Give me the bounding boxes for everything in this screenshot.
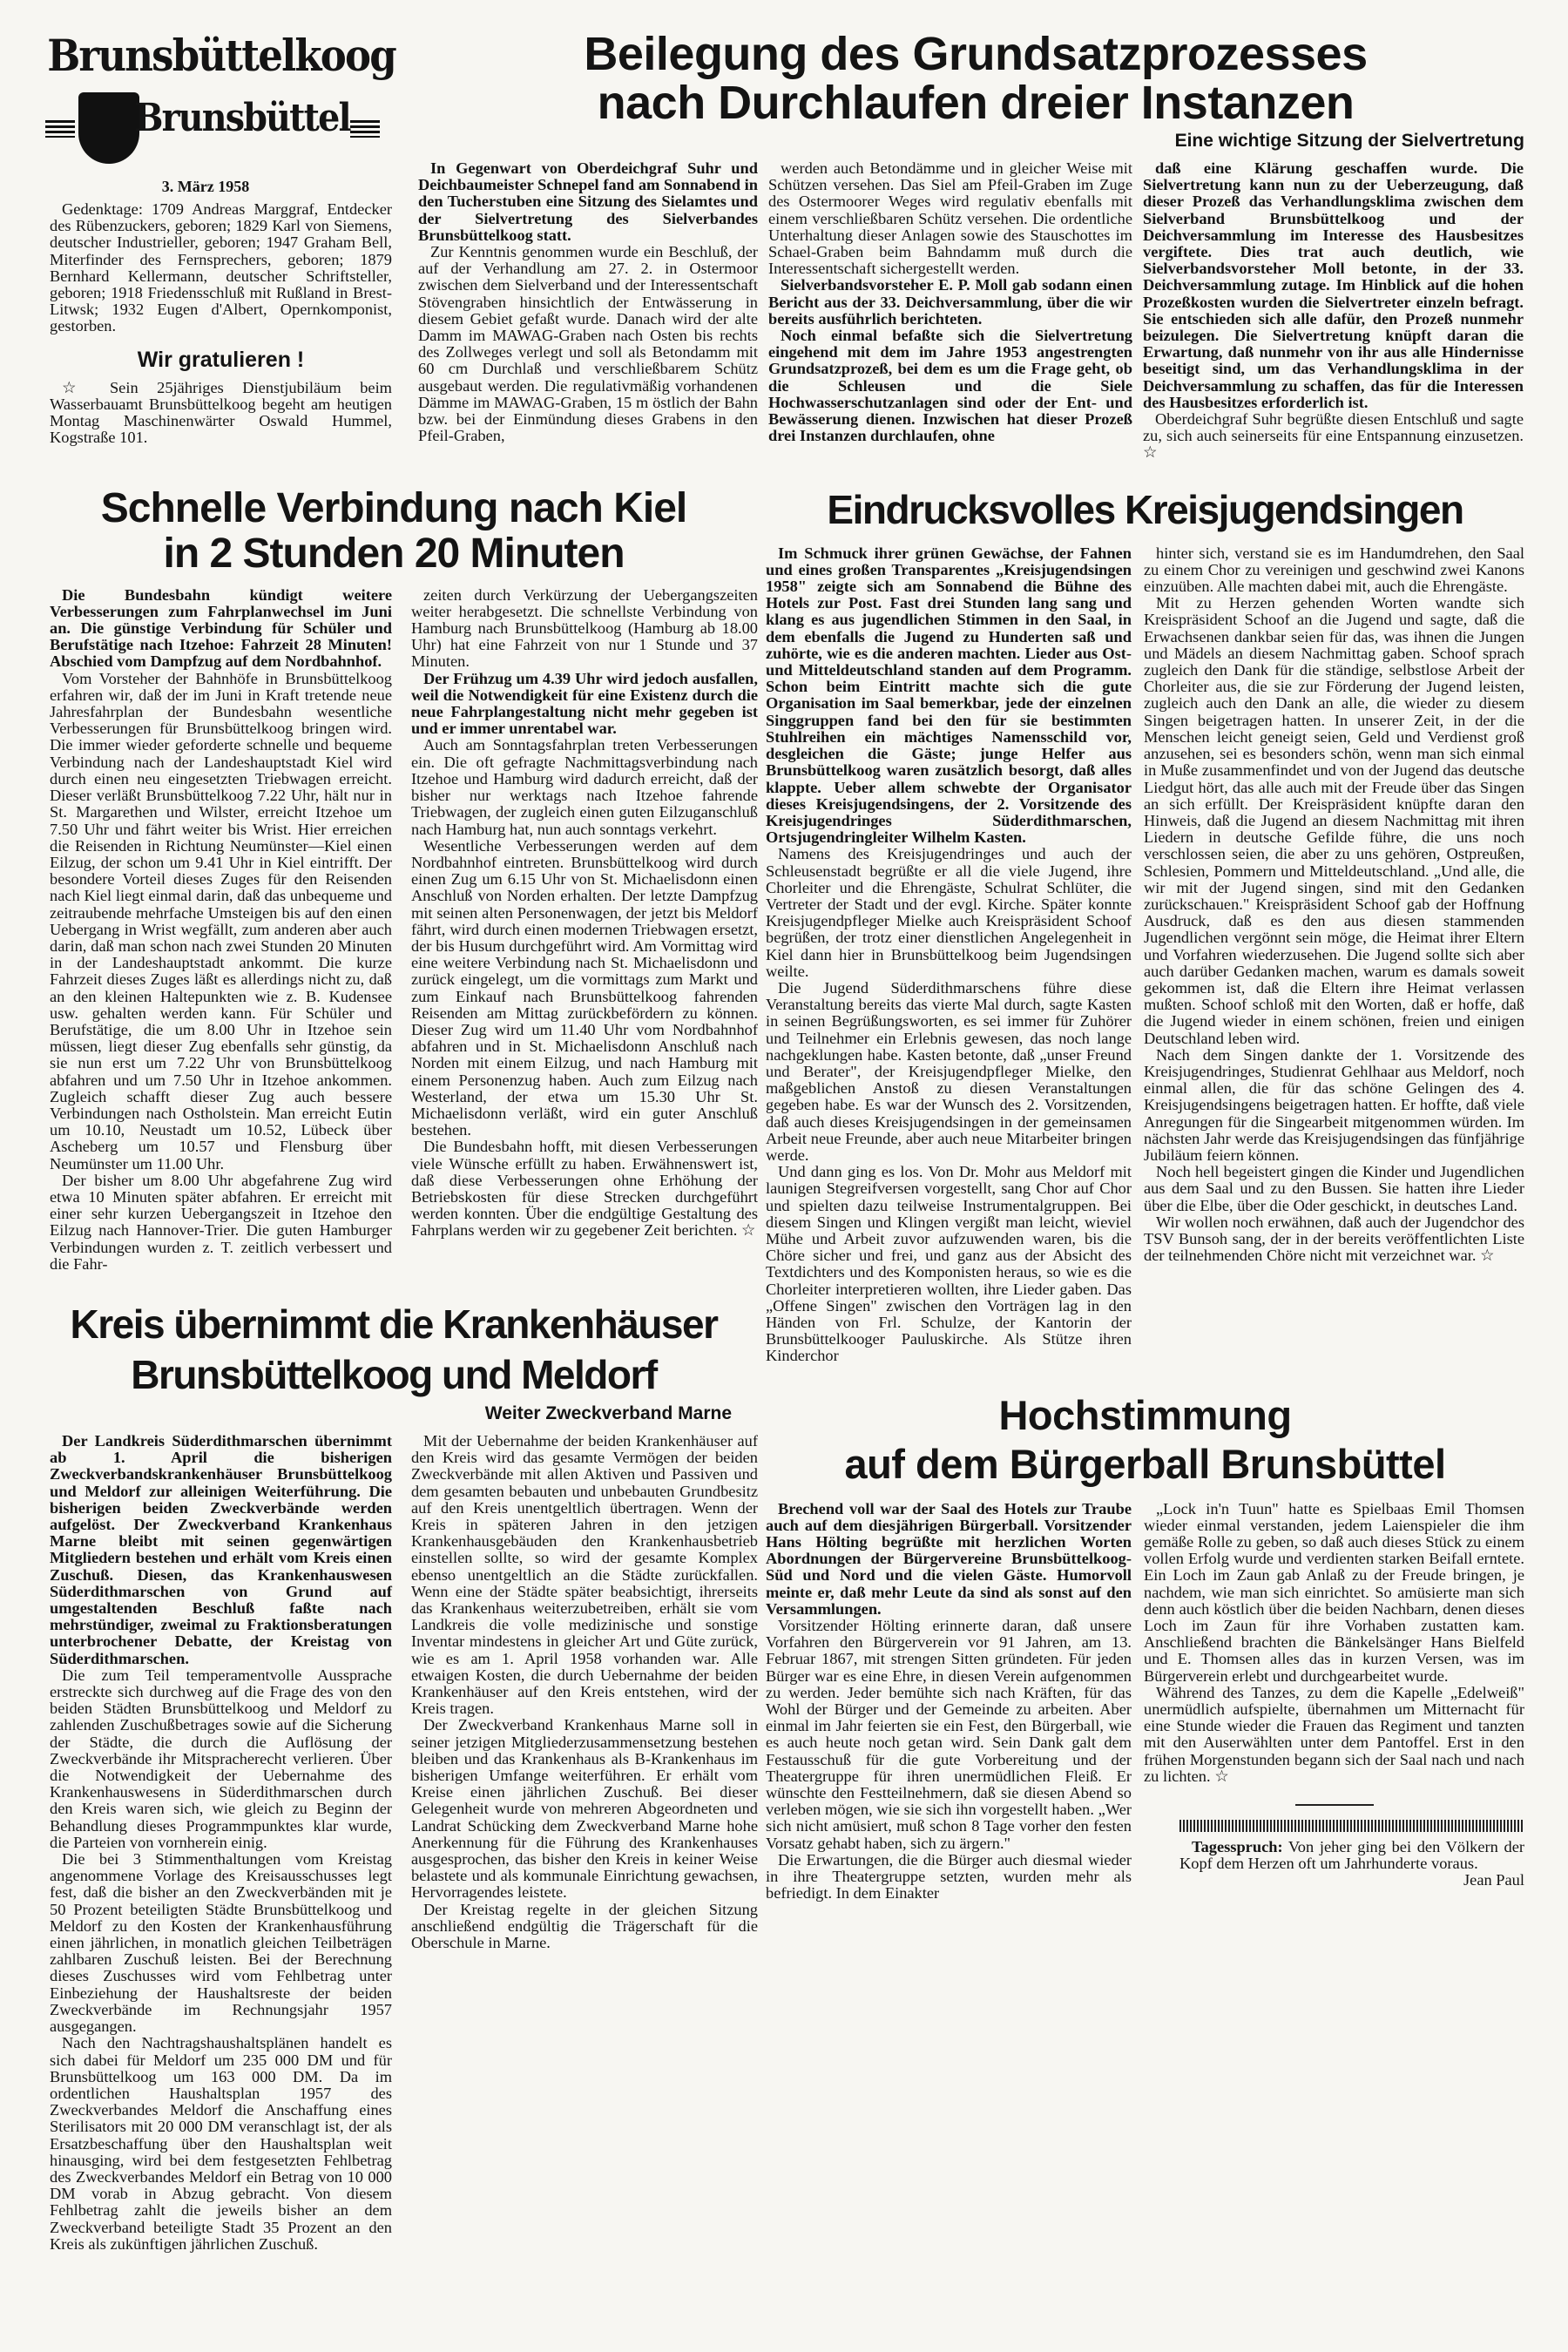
- issue-date: 3. März 1958: [161, 178, 250, 195]
- divider: [1295, 1804, 1374, 1806]
- paragraph: Zur Kenntnis genommen wurde ein Beschluß, der auf der Verhandlung am 27. 2. in Ostermoor zwischen dem Sielverband und der Interessentschaft Stövengraben hinsichtlich der Entwässerung in diesem Gebiet gefaßt wurde. Danach wird der alte Damm im MAWAG-Graben nach Osten bis rechts des Zollweges verlegt und soll als Betondamm mit 60 cm Durchlaß und verschließbarem Schütz ausgebaut werden. Die regulativmäßig vorhandenen Dämme im MAWAG-Graben, 15 m östlich der Bahn bzw. bei der Einmündung dieses Grabens in den Pfeil-Graben,: [418, 243, 758, 445]
- headline-line: Brunsbüttelkoog und Meldorf: [131, 1351, 657, 1397]
- paragraph: Auch am Sonntagsfahrplan treten Verbesserungen ein. Die oft gefragte Nachmittagsverbindung nach Itzehoe und Hamburg wird dadurch erreicht, daß der bisher nur werktags nach Itzehoe fahrende Triebwagen, der zugleich einen guten Eilzuganschluß nach Hamburg hat, nun auch sonntags verkehrt.: [411, 736, 758, 838]
- headline-line: Eindrucksvolles Kreisjugendsingen: [827, 486, 1463, 532]
- tagesspruch-label: Tagesspruch:: [1192, 1838, 1283, 1856]
- paragraph: Gedenktage: 1709 Andreas Marggraf, Entdecker des Rübenzuckers, geboren; 1829 Karl von Siemens, deutscher Industrieller, geboren; 1947 Graham Bell, Miterfinder des Fernsprechers, geboren; 1879 Bernhard Kellermann, deutscher Schriftsteller, geboren; 1918 Friedensschluß mit Rußland in Brest-Litwsk; 1932 Eugen d'Albert, Opernkomponist, gestorben.: [50, 200, 392, 335]
- masthead-line1: Brunsbüttelkoog: [47, 30, 395, 81]
- article-column: [1144, 1501, 1524, 1785]
- gratulieren-heading: Wir gratulieren !: [137, 347, 305, 372]
- headline-line: Schnelle Verbindung nach Kiel: [100, 484, 687, 531]
- paragraph: ☆ Sein 25jähriges Dienstjubiläum beim Wasserbauamt Brunsbüttelkoog begeht am heutigen Montag Maschinenwärter Oswald Hummel, Kogstraße 101.: [50, 378, 392, 447]
- paragraph: Die Jugend Süderdithmarschens führe diese Veranstaltung bereits das vierte Mal durch, sagte Kasten in seinen Begrüßungsworten, es sei immer für Zuhörer und Teilnehmer ein Erlebnis gewesen, das noch lange nachgeklungen habe. Kasten betonte, daß „unser Freund und Berater", der Kreisjugendpfleger Mielke, den maßgeblichen Anstoß zu diesen Veranstaltungen gegeben habe. Es war der Wunsch des 2. Vorsitzenden, daß auch dieses Kreisjugendsingen in der gemeinsamen Arbeit neue Freunde, aber auch neue Mitarbeiter bringen werde.: [766, 978, 1132, 1164]
- tagesspruch: [1179, 1839, 1524, 1889]
- paragraph: „Lock in'n Tuun" hatte es Spielbaas Emil Thomsen wieder einmal verstanden, jedem Laienspieler die ihm gemäße Rolle zu geben, so daß auch dieses Stück zu einem vollen Erfolg wurde und verdienten starken Beifall erntete. Ein Loch im Zaun gab Anlaß zu der Freude bringen, je nachdem, wie man sich einrichtet. So amüsierte man sich denn auch köstlich über die beiden Nachbarn, denen dieses Loch im Zaun für ihre Vorhaben zustatten kam. Anschließend brachten die Bänkelsänger Hans Bielfeld und E. Thomsen alles das in kurzen Versen, was im Bürgerverein erlebt und durchgearbeitet wurde.: [1144, 1499, 1524, 1685]
- headline-line: Beilegung des Grundsatzprozesses: [584, 28, 1368, 80]
- paragraph: werden auch Betondämme und in gleicher Weise mit Schützen versehen. Das Siel am Pfeil-Graben im Zuge des Ostermoorer Weges wird regulativ ebenfalls mit einem verschließbaren Schütz versehen. Die ordentliche Unterhaltung dieser Anlagen sowie des Stauschottes im Schael-Graben beim Bahndamm muß durch die Interessentschaft sichergestellt werden.: [768, 159, 1132, 278]
- tagesspruch-text: Von jeher ging bei den Völkern der Kopf dem Herzen oft um Jahrhunderte voraus.: [1179, 1838, 1524, 1873]
- headline-krankenhaeuser: [30, 1299, 758, 1400]
- headline-grundsatzprozess: [418, 30, 1533, 127]
- ribbon-left-icon: [45, 120, 75, 138]
- article-column: [411, 1433, 758, 1951]
- paragraph: Mit der Uebernahme der beiden Krankenhäuser auf den Kreis wird das gesamte Vermögen der beiden Zweckverbände mit allen Aktiven und Passiven und dem gesamten bebauten und unbebauten Grundbesitz auf den Kreis unentgeltlich übertragen. Wenn der Kreis in späteren Jahren in den jetzigen Krankenhausgebäuden den Krankenhausbetrieb einstellen sollte, so wird der gesamte Komplex ebenso unentgeltlich an die Städte zurückfallen. Wenn eine der Städte später beabsichtigt, ihrerseits das Krankenhaus weiterzubetreiben, erhält sie vom Landkreis die volle medizinische und sonstige Inventar mindestens in gleicher Art und Güte zurück, wie es am 1. April 1958 vorhanden war. Alle etwaigen Kosten, die durch Uebernahme der beiden Krankenhäuser auf den Kreis entstehen, wird der Kreis tragen.: [411, 1431, 758, 1718]
- article-column: [766, 1501, 1132, 1903]
- article-kreisjugendsingen: [766, 486, 1524, 1365]
- paragraph: Die zum Teil temperamentvolle Aussprache erstreckte sich durchweg auf die Frage des von den beiden Städten Brunsbüttelkoog und Meldorf zu zahlenden Zuschußbetrages sowie auf die Sicherung der Städte, die durch die Auflösung der Zweckverbände ihr Mitspracherecht verlieren. Über die Notwendigkeit der Uebernahme des Krankenhauswesens in Süderdithmarschen durch den Kreis waren sich, wie gleich zu Beginn der Behandlung dieses Programmpunktes klar wurde, die Parteien von vornherein einig.: [50, 1666, 392, 1851]
- article-column: [50, 587, 392, 1273]
- headline-line: Kreis übernimmt die Krankenhäuser: [70, 1301, 718, 1347]
- article-column: [1143, 160, 1524, 462]
- paragraph: Mit zu Herzen gehenden Worten wandte sich Kreispräsident Schoof an die Jugend und sagte, daß die Erwachsenen dankbar seien für das, was ihnen die Jungen und Mädels an diesem Nachmittag gaben. Schoof sprach zugleich den Dank für die ständige, selbstlose Arbeit der Chorleiter aus, die sie zur Förderung der Jugend leisten, zugleich auch den Dank an alle, die wieder zu diesem Singen beigetragen hatten. In unserer Zeit, in der die Menschen leicht geneigt seien, Geld und Verdienst groß anzusehen, sei es besonders schön, wenn man sich einmal in Muße zusammenfindet und von der Jugend das deutsche Liedgut hört, das alle auch mit der Freude über das Singen an sich erfüllt. Der Kreispräsident knüpfte daran den Hinweis, daß die Jugend an diesem Nachmittag mit ihren Liedern in deutsche Gefilde führe, die uns noch verschlossen seien, die aber zu uns gehören, Ostpreußen, Schlesien, Pommern und Mitteldeutschland. „Und alle, die wir mit der Jugend singen, sind mit den Gedanken zurückschauen." Kreispräsident Schoof gab der Hoffnung Ausdruck, daß es den aus diesen stammenden Jugendlichen vergönnt sein möge, die Heimat ihrer Eltern und Vorfahren wiederzusehen. Die Jugend sollte sich aber auch darüber Gedanken machen, warum es damals soweit gekommen ist, daß die Eltern ihre Heimat verlassen mußten. Schoof schloß mit den Worten, daß er hoffe, daß die Jugend wieder in einem schönen, freien und einigen Deutschland leben wird.: [1144, 594, 1524, 1047]
- article-column-with-tagesspruch: [1144, 1501, 1524, 1889]
- subtitle-zweckverband-marne: Weiter Zweckverband Marne: [484, 1402, 732, 1423]
- paragraph: Die Erwartungen, die die Bürger auch diesmal wieder in ihre Theatergruppe setzten, wurden mehr als befriedigt. In dem Einakter: [766, 1850, 1132, 1903]
- paragraph: Wir wollen noch erwähnen, daß auch der Jugendchor des TSV Bunsoh sang, der in der bereits veröffentlichten Liste der teilnehmenden Chöre nicht mit verzeichnet war. ☆: [1144, 1213, 1524, 1265]
- paragraph: Und dann ging es los. Von Dr. Mohr aus Meldorf mit launigen Stegreifversen vorgestellt, sang Chor auf Chor und spielten dazu teilweise Instrumentalgruppen. Bei diesem Singen und Klingen vergißt man leicht, wieviel Mühe und Arbeit zuvor aufzuwenden waren, bis die Chöre sicher und frei, und ganz aus der Absicht des Textdichters und des Komponisten heraus, so wie es die Chorleiter interpretieren wollten, ihre Lieder gaben. Das „Offene Singen" zwischen den Vorträgen lag in den Händen von Frl. Schulze, der Kantorin der Brunsbüttelkooger Pauluskirche. Als Stütze ihren Kinderchor: [766, 1163, 1132, 1365]
- paragraph: Der bisher um 8.00 Uhr abgefahrene Zug wird etwa 10 Minuten später abfahren. Er erreicht mit einer sehr kurzen Uebergangszeit in Itzehoe den Eilzug nach Hannover-Trier. Die guten Hamburger Verbindungen wurden z. T. zeitlich verbessert und die Fahr-: [50, 1171, 392, 1273]
- paragraph: Der Landkreis Süderdithmarschen übernimmt ab 1. April die bisherigen Zweckverbandskrankenhäuser Brunsbüttelkoog und Meldorf zur alleinigen Weiterführung. Die bisherigen beiden Zweckverbände werden aufgelöst. Der Zweckverband Krankenhaus Marne bleibt mit seinen gegenwärtigen Mitgliedern bestehen und erhält vom Kreis einen Zuschuß. Diesen, das Krankenhauswesen Süderdithmarschen von Grund auf umgestaltenden Beschluß faßte nach mehrstündiger, zweimal zu Fraktionsberatungen unterbrochener Debatte, der Kreistag von Süderdithmarschen.: [50, 1431, 392, 1667]
- subtitle-sielvertretung: Eine wichtige Sitzung der Sielvertretung: [1174, 131, 1524, 151]
- headline-line: auf dem Bürgerball Brunsbüttel: [844, 1440, 1446, 1487]
- paragraph: Während des Tanzes, zu dem die Kapelle „Edelweiß" unermüdlich aufspielte, übernahmen um Mitternacht für eine Stunde wieder die Frauen das Regiment und tanzten mit den Auserwählten unter dem Pantoffel. Erst in den frühen Morgenstunden begann sich der Saal nach und nach zu lichten. ☆: [1144, 1683, 1524, 1785]
- paragraph: Noch hell begeistert gingen die Kinder und Jugendlichen aus dem Saal und zu den Bussen. Sie hatten ihre Lieder über die Elbe, über die Oder geschickt, in deutsches Land.: [1144, 1163, 1524, 1214]
- paragraph: Oberdeichgraf Suhr begrüßte diesen Entschluß und sagte zu, sich auch seinerseits für eine Entspannung einzusetzen. ☆: [1143, 410, 1524, 462]
- sidebar: [30, 30, 395, 447]
- paragraph: Der Kreistag regelte in der gleichen Sitzung anschließend endgültig die Trägerschaft für die Oberschule in Marne.: [411, 1900, 758, 1952]
- paragraph: Die Bundesbahn hofft, mit diesen Verbesserungen viele Wünsche erfüllt zu haben. Erwähnenswert ist, daß diese Verbesserungen ohne Erhöhung der Betriebskosten für diese Strecken durchgeführt werden konnten. Über die endgültige Gestaltung des Fahrplans werden wir zu gegebener Zeit berichten. ☆: [411, 1138, 758, 1240]
- headline-line: nach Durchlaufen dreier Instanzen: [597, 77, 1355, 129]
- article-column: [411, 587, 758, 1240]
- paragraph: Sielverbandsvorsteher E. P. Moll gab sodann einen Bericht aus der 33. Deichversammlung, über die wir bereits ausführlich berichteten.: [768, 276, 1132, 328]
- paragraph: Der Zweckverband Krankenhaus Marne soll in seiner jetzigen Mitgliederzusammensetzung bestehen bleiben und das Krankenhaus als B-Krankenhaus im bisherigen Umfange weiterführen. Er erhält vom Kreise einen jährlichen Zuschuß. Bei dieser Gelegenheit wurde von mehreren Abgeordneten und Landrat Schücking dem Zweckverband Marne hohe Anerkennung für die Führung des Krankenhauses ausgesprochen, das bisher den Kreis in keiner Weise belastete und als kommunale Einrichtung gewachsen, Hervorragendes leistete.: [411, 1716, 758, 1902]
- article-column: [766, 545, 1132, 1365]
- left-block: [30, 486, 758, 2253]
- ribbon-right-icon: [350, 120, 380, 138]
- article-grundsatzprozess: [418, 30, 1533, 462]
- gratulieren-text: [50, 380, 392, 447]
- headline-line: in 2 Stunden 20 Minuten: [163, 530, 625, 577]
- paragraph: Im Schmuck ihrer grünen Gewächse, der Fahnen und eines großen Transparentes „Kreisjugendsingen 1958" zeigte sich am Sonnabend die Bühne des Hotels zur Post. Fast drei Stunden lang sang und klang es aus jugendlichen Stimmen in den Saal, in dem ebenfalls die Jugend zu Hunderten saß und zuhörte, wie es die anderen machten. Lieder aus Ost- und Mitteldeutschland standen auf dem Programm. Schon beim Eintritt machte sich die gute Organisation im Saal bemerkbar, jede der einzelnen Singgruppen fand bei den für sie bestimmten Stuhlreihen ein mächtiges Namensschild vor, desgleichen die Gäste; junge Helfer aus Brunsbüttelkoog waren zusätzlich besorgt, daß alles klappte. Ueber allem schwebte der Organisator dieses Kreisjugendsingens, der 2. Vorsitzende des Kreisjugendringes Süderdithmarschen, Ortsjugendringleiter Wilhelm Kasten.: [766, 544, 1132, 847]
- article-buergerball: [766, 1391, 1524, 1903]
- paragraph: hinter sich, verstand sie es im Handumdrehen, den Saal zu einem Chor zu vereinigen und geschwind zwei Kanons einzuüben. Alle machten dabei mit, auch die Ehrengäste.: [1144, 544, 1524, 596]
- article-column: [768, 160, 1132, 444]
- tagesspruch-author: Jean Paul: [1463, 1871, 1524, 1889]
- masthead-logo: [30, 30, 395, 169]
- headline-kreisjugendsingen: [766, 486, 1524, 533]
- article-column: [1144, 545, 1524, 1265]
- paragraph: daß eine Klärung geschaffen wurde. Die Sielvertretung kann nun zu der Ueberzeugung, daß dieser Prozeß das Verhandlungsklima zwischen dem Sielverband Brunsbüttelkoog und der Deichversammlung im Interesse des Hausbesitzes vergiftete. Dies trat auch deutlich, wie Sielverbandsvorsteher Moll betonte, in der 33. Deichversammlung zutage. Im Hinblick auf die hohen Prozeßkosten wurden die Sielvertreter einzeln befragt. Sie entschieden sich alle dafür, den Prozeß nunmehr beizulegen. Die Sielvertretung knüpft daran die Erwartung, daß nunmehr von ihr aus alle Hindernisse beseitigt sind, um das Verhandlungsklima in der Deichversammlung zu schaffen, das für die Interessen des Hausbesitzes erforderlich ist.: [1143, 159, 1524, 411]
- masthead-line2: Brunsbüttel: [134, 96, 350, 140]
- paragraph: Namens des Kreisjugendringes und auch der Schleusenstadt begrüßte er all die viele Jugend, ihre Chorleiter und die Ehrengäste, Schulrat Schlüter, die Vertreter der Stadt und der evgl. Kirche. Später konnte Kreisjugendpfleger Mielke auch Kreispräsident Schoof begrüßen, der trotz einer dienstlichen Angelegenheit in Kiel dann hier in Brunsbüttelkoog beim Jugendsingen weilte.: [766, 845, 1132, 980]
- right-block: [766, 486, 1524, 1903]
- gedenktage: [50, 201, 392, 335]
- headline-verbindung-kiel: [30, 486, 758, 577]
- paragraph: Nach dem Singen dankte der 1. Vorsitzende des Kreisjugendringes, Studienrat Gehlhaar aus Meldorf, noch einmal allen, die für das schöne Gelingen des 4. Kreisjugendsingens beigetragen hatten. Er hoffte, daß viele Anregungen für die Singearbeit mitgenommen würden. Im nächsten Jahr werde das Kreisjugendsingen das fünfjährige Jubiläum feiern können.: [1144, 1045, 1524, 1164]
- paragraph: Vorsitzender Hölting erinnerte daran, daß unsere Vorfahren den Bürgerverein vor 91 Jahren, am 13. Februar 1867, mit strengen Sitten gründeten. Für jeden Bürger war es eine Ehre, in diesen Verein aufgenommen zu werden. Jeder bemühte sich nach Kräften, für das Wohl der Bürger und der Gemeinde zu arbeiten. Aber einmal im Jahr feierten sie ein Fest, den Bürgerball, wie es auch heute noch getan wird. Sein Dank galt dem Festausschuß für die gute Vorbereitung und der Theatergruppe für ihren unermüdlichen Fleiß. Er wünschte den Festteilnehmern, daß sie diesen Abend so verleben mögen, wie sie sich ihn vorgestellt haben. „Wer sich nicht amüsiert, muß schon 8 Tage vorher den festen Vorsatz gehabt haben, sich zu ärgern.": [766, 1617, 1132, 1852]
- article-column: [50, 1433, 392, 2253]
- paragraph: Vom Vorsteher der Bahnhöfe in Brunsbüttelkoog erfahren wir, daß der im Juni in Kraft tretende neue Jahresfahrplan der Bundesbahn wesentliche Verbesserungen für Brunsbüttelkoog bringen wird. Die immer wieder geforderte schnelle und bequeme Verbindung nach der Landeshauptstadt Kiel wird durch einen neu eingesetzten Triebwagen erreicht. Dieser verläßt Brunsbüttelkoog 7.22 Uhr, hält nur in St. Margarethen und Wilster, erreicht Itzehoe um 7.50 Uhr und fährt weiter bis Wrist. Hier erreichen die Reisenden in Richtung Neumünster—Kiel einen Eilzug, der schon um 9.41 Uhr in Kiel eintrifft. Der besondere Vorteil dieses Zuges für den Reisenden nach Kiel liegt einmal darin, daß das unbequeme und zeitraubende mehrfache Umsteigen bis auf den einen Uebergang in Wrist wegfällt, zum anderen aber auch darin, daß man schon nach zwei Stunden 20 Minuten in der Landeshauptstadt ankommt. Die kurze Fahrzeit dieses Zuges läßt es allerdings nicht zu, daß an den kleinen Haltepunkten wie z. B. Kudensee usw. gehalten werden kann. Für Schüler und Berufstätige, die um 8.00 Uhr in Itzehoe sein müssen, liegt dieser Zug ebenfalls sehr günstig, da sie nun erst um 7.22 Uhr von Brunsbüttelkoog abfahren und um 7.50 Uhr in Itzehoe ankommen. Zugleich schafft dieser Zug auch bessere Verbindungen nach Ostholstein. Man erreicht Eutin um 10.10, Neustadt um 10.52, Lübeck über Ascheberg um 10.57 und Flensburg über Neumünster um 11.00 Uhr.: [50, 669, 392, 1173]
- paragraph: Der Frühzug um 4.39 Uhr wird jedoch ausfallen, weil die Notwendigkeit für eine Existenz durch die neue Fahrplangestaltung nicht mehr gegeben ist und er immer unrentabel war.: [411, 669, 758, 738]
- headline-buergerball: [766, 1391, 1524, 1489]
- paragraph: Die Bundesbahn kündigt weitere Verbesserungen zum Fahrplanwechsel im Juni an. Die günstige Verbindung für Schüler und Berufstätige nach Itzehoe: Fahrzeit 28 Minuten! Abschied vom Dampfzug auf dem Nordbahnhof.: [50, 585, 392, 671]
- headline-line: Hochstimmung: [998, 1391, 1292, 1438]
- article-krankenhaeuser: [30, 1299, 758, 2253]
- article-verbindung-kiel: [30, 486, 758, 1273]
- decorative-bar: [1179, 1820, 1524, 1832]
- paragraph: Nach den Nachtragshaushaltsplänen handelt es sich dabei für Meldorf um 235 000 DM und für Brunsbüttelkoog um 163 000 DM. Da im ordentlichen Haushaltsplan 1957 des Zweckverbandes Meldorf die Anschaffung eines Sterilisators mit 20 000 DM veranschlagt ist, der als Ersatzbeschaffung über den Haushaltsplan weit hinausging, wird bei dem festgesetzten Fehlbetrag des Zweckverbandes Meldorf ein Betrag von 10 000 DM vorab in Abzug gebracht. Von diesem Fehlbetrag zahlt die jeweils bisher an dem Zweckverband beteiligte Stadt 35 Prozent an den Kreis als zukünftigen jährlichen Zuschuß.: [50, 2034, 392, 2253]
- paragraph: Wesentliche Verbesserungen werden auf dem Nordbahnhof eintreten. Brunsbüttelkoog wird durch einen Zug um 6.15 Uhr von St. Michaelisdonn einen Anschluß von Norden erhalten. Der letzte Dampfzug mit seinen alten Personenwagen, der jetzt bis Meldorf fährt, wird durch einen modernen Triebwagen ersetzt, der bis Husum durchgeführt wird. Am Vormittag wird eine weitere Verbindung nach St. Michaelisdonn und zurück eingelegt, um die vormittags zum Markt und zum Einkauf nach Brunsbüttelkoog fahrenden Reisenden am Mittag zurückbefördern zu können. Dieser Zug wird um 11.40 Uhr vom Nordbahnhof abfahren und in St. Michaelisdonn Anschluß nach Norden mit einem Eilzug, und nach Hamburg mit einem Personenzug haben. Auch zum Eilzug nach Westerland, der etwa um 15.30 Uhr St. Michaelisdonn verläßt, wird ein guter Anschluß bestehen.: [411, 836, 758, 1139]
- paragraph: Die bei 3 Stimmenthaltungen vom Kreistag angenommene Vorlage des Kreisausschusses legt fest, daß die bisher an den Zweckverbänden mit je 50 Prozent beteiligten Städte Brunsbüttelkoog und Meldorf zu den Kosten der Krankenhausführung einen jährlichen, in monatlich gleichen Teilbeträgen zahlbaren Zuschuß leisten. Bei der Berechnung dieses Zuschusses wird vom Fehlbetrag unter Einbeziehung der Haushaltsreste der beiden Zweckverbände im Rechnungsjahr 1957 ausgegangen.: [50, 1850, 392, 2036]
- article-column: [418, 160, 758, 444]
- paragraph: In Gegenwart von Oberdeichgraf Suhr und Deichbaumeister Schnepel fand am Sonnabend in den Tucherstuben eine Sitzung des Sielamtes und der Sielvertretung des Sielverbandes Brunsbüttelkoog statt.: [418, 159, 758, 244]
- paragraph: zeiten durch Verkürzung der Uebergangszeiten weiter herabgesetzt. Die schnellste Verbindung von Hamburg nach Brunsbüttelkoog (Hamburg ab 18.00 Uhr) hat eine Fahrzeit von nur 1 Stunde und 37 Minuten.: [411, 585, 758, 671]
- paragraph: Noch einmal befaßte sich die Sielvertretung eingehend mit dem im Jahre 1953 angestrengten Grundsatzprozeß, bei dem es um die Frage geht, ob die Schleusen und die Siele Hochwasserschutzanlagen sind oder der Ent- und Bewässerung dienen. Inzwischen hat dieser Prozeß drei Instanzen durchlaufen, ohne: [768, 327, 1132, 445]
- coat-of-arms-icon: [78, 92, 139, 164]
- paragraph: Brechend voll war der Saal des Hotels zur Traube auch auf dem diesjährigen Bürgerball. Vorsitzender Hans Hölting begrüßte mit herzlichen Worten Abordnungen der Bürgervereine Brunsbüttelkoog-Süd und Nord und die vielen Gäste. Humorvoll meinte er, daß mehr Leute da sind als sonst auf den Versammlungen.: [766, 1499, 1132, 1618]
